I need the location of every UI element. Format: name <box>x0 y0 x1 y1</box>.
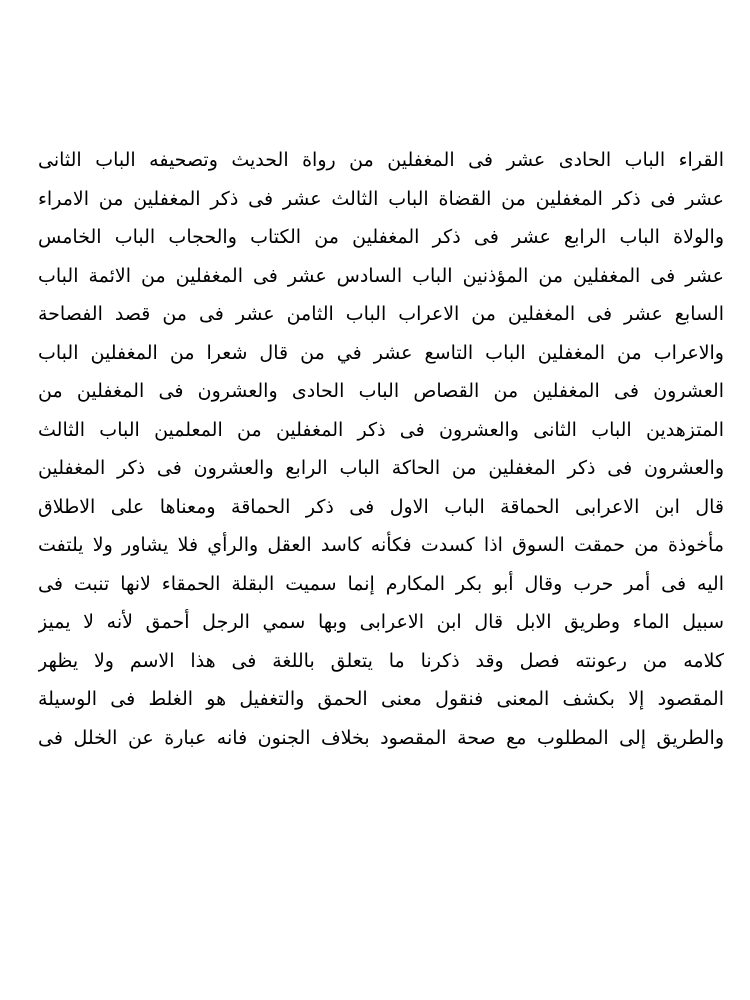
text-line: والعشرون فى ذكر المغفلين من الحاكة الباب الرابع والعشرون فى ذكر المغفلين <box>38 457 724 479</box>
text-line: والاعراب من المغفلين الباب التاسع عشر في من قال شعرا من المغفلين الباب <box>38 341 724 364</box>
text-line: عشر فى المغفلين من المؤذنين الباب السادس عشر فى المغفلين من الائمة الباب <box>38 264 724 287</box>
text-line: السابع عشر فى المغفلين من الاعراب الباب الثامن عشر فى من قصد الفصاحة <box>38 303 724 325</box>
text-line: كلامه من رعونته فصل وقد ذكرنا ما يتعلق باللغة فى هذا الاسم ولا يظهر <box>38 649 724 672</box>
text-line: المتزهدين الباب الثانى والعشرون فى ذكر المغفلين من المعلمين الباب الثالث <box>38 418 724 441</box>
text-line: سبيل الماء وطريق الابل قال ابن الاعرابى وبها سمي الرجل أحمق لأنه لا يميز <box>38 611 724 633</box>
document-body <box>38 141 724 757</box>
text-line: مأخوذة من حمقت السوق اذا كسدت فكأنه كاسد العقل والرأي فلا يشاور ولا يلتفت <box>38 534 724 556</box>
text-line: عشر فى ذكر المغفلين من القضاة الباب الثالث عشر فى ذكر المغفلين من الامراء <box>38 187 724 210</box>
text-line: العشرون فى المغفلين من القصاص الباب الحادى والعشرون فى المغفلين من <box>38 380 724 402</box>
text-line: اليه فى أمر حرب وقال أبو بكر المكارم إنما سميت البقلة الحمقاء لانها تنبت فى <box>38 572 724 595</box>
text-line: قال ابن الاعرابى الحماقة الباب الاول فى ذكر الحماقة ومعناها على الاطلاق <box>38 495 724 518</box>
text-line: والطريق إلى المطلوب مع صحة المقصود بخلاف الجنون فانه عبارة عن الخلل فى <box>38 726 724 749</box>
text-line: المقصود إلا بكشف المعنى فنقول معنى الحمق والتغفيل هو الغلط فى الوسيلة <box>38 688 724 710</box>
text-line: والولاة الباب الرابع عشر فى ذكر المغفلين من الكتاب والحجاب الباب الخامس <box>38 226 724 248</box>
text-line: القراء الباب الحادى عشر فى المغفلين من رواة الحديث وتصحيفه الباب الثانى <box>38 149 724 171</box>
